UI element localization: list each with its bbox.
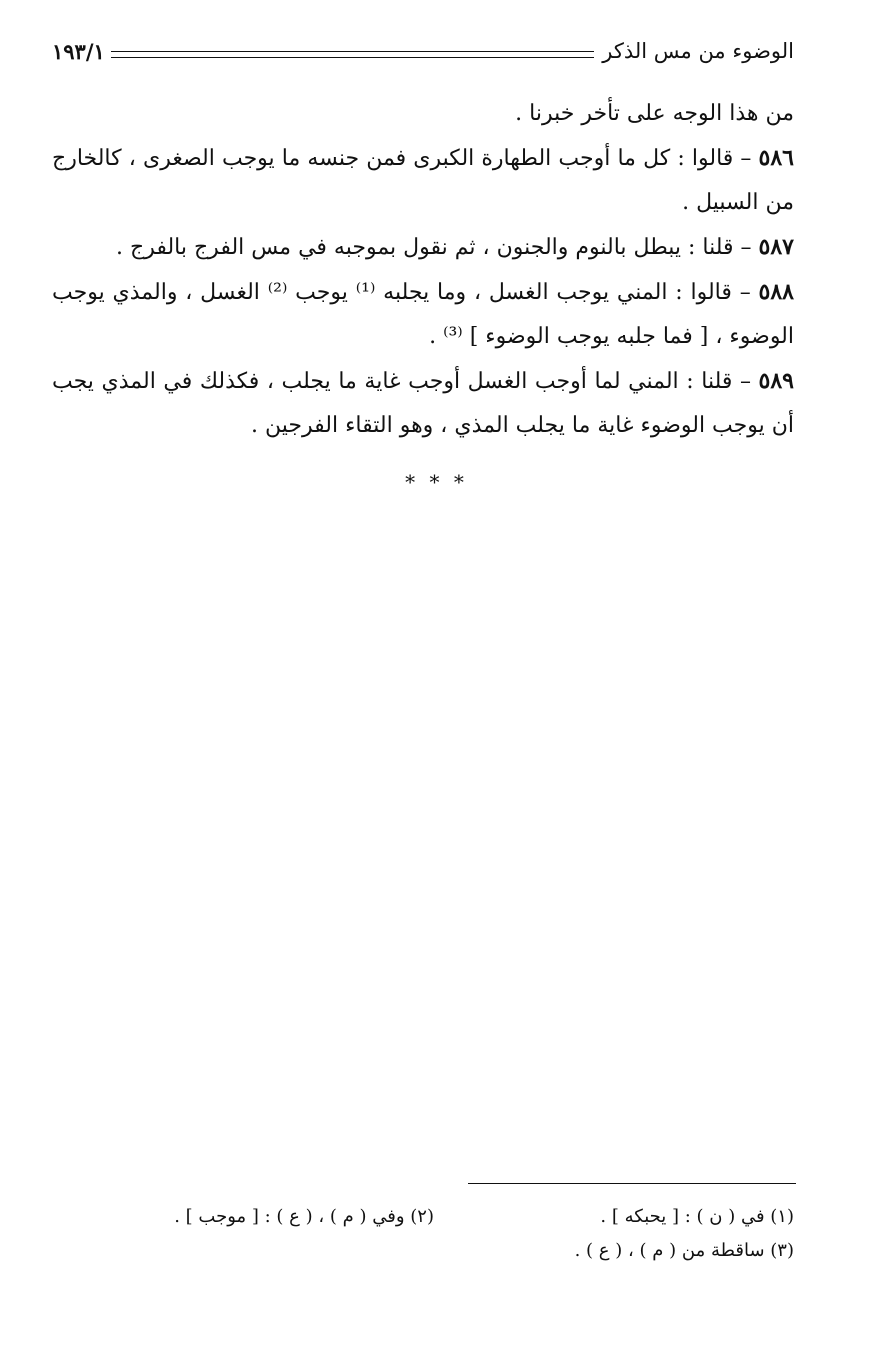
paragraph-text: – قالوا : كل ما أوجب الطهارة الكبرى فمن جنسه ما يوجب الصغرى ، كالخارج من السبيل . (52, 146, 794, 215)
paragraph-text: – قلنا : المني لما أوجب الغسل أوجب غاية ما يجلب ، فكذلك في المذي يجب أن يوجب الوضوء غاية ما يجلب المذي ، وهو التقاء الفرجين . (52, 369, 794, 438)
paragraph-number: ٥٨٧ (758, 234, 794, 260)
paragraph-number: ٥٨٩ (758, 368, 794, 394)
footnotes (52, 1200, 794, 1268)
chapter-title: الوضوء من مس الذكر (602, 39, 794, 63)
paragraph-text: – قلنا : يبطل بالنوم والجنون ، ثم نقول بموجبه في مس الفرج بالفرج . (116, 235, 759, 260)
section-separator: * * * (405, 470, 468, 494)
paragraph-text: من هذا الوجه على تأخر خبرنا . (515, 101, 794, 126)
paragraph (52, 136, 794, 225)
footnote-2: (٢) وفي ( م ) ، ( ع ) : [ موجب ] . (174, 1206, 434, 1227)
paragraph-number: ٥٨٨ (758, 279, 794, 305)
header-rule (111, 51, 594, 58)
footnote-3: (٣) ساقطة من ( م ) ، ( ع ) . (574, 1240, 794, 1261)
footnote-row (52, 1200, 794, 1234)
footnote-1: (١) في ( ن ) : [ يحبكه ] . (600, 1206, 794, 1227)
paragraph-text: – قالوا : المني يوجب الغسل ، وما يجلبه ⁽¹⁾ يوجب ⁽²⁾ الغسل ، والمذي يوجب الوضوء ، [ فما جلبه يوجب الوضوء ] ⁽³⁾ . (52, 280, 794, 349)
main-text (52, 92, 794, 448)
paragraph (52, 270, 794, 359)
footnote-row (52, 1234, 794, 1268)
page-number: ١٩٣/١ (52, 38, 105, 64)
running-header (52, 34, 794, 68)
paragraph-number: ٥٨٦ (758, 145, 794, 171)
paragraph (52, 225, 794, 270)
paragraph (52, 92, 794, 136)
paragraph (52, 359, 794, 448)
footnote-rule (468, 1183, 796, 1184)
